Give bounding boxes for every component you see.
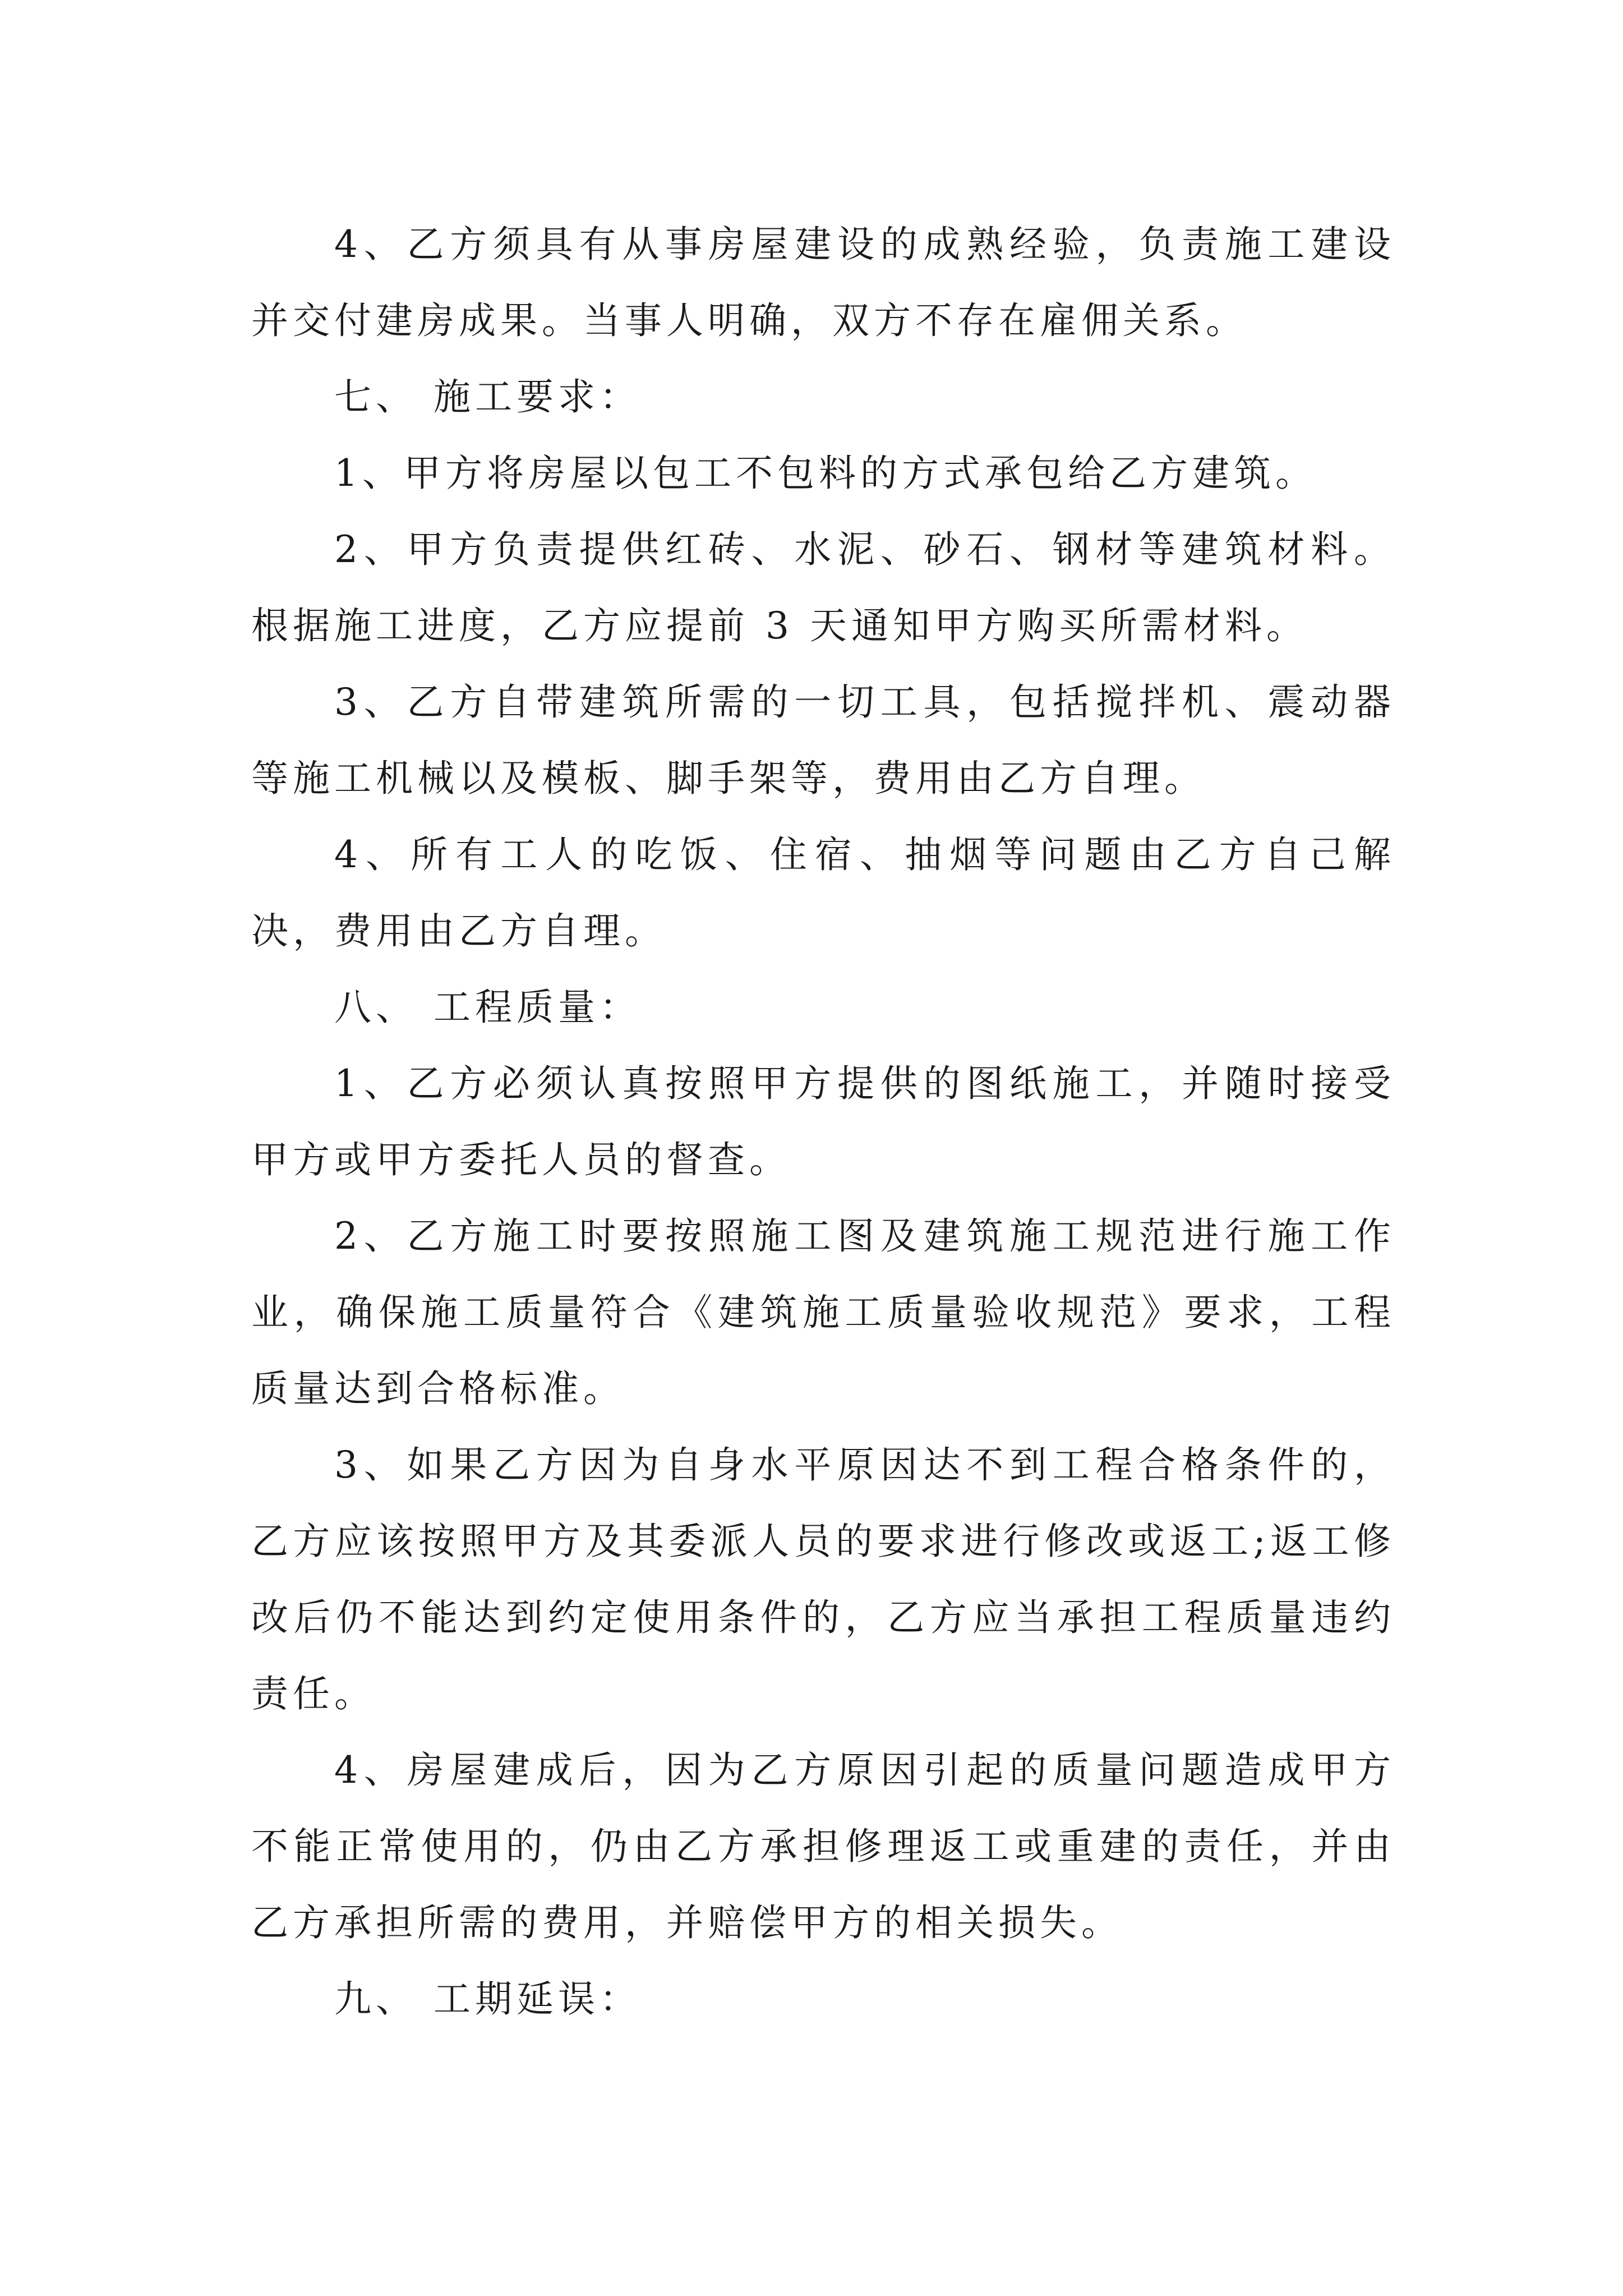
- section-heading-8: 八、 工程质量：: [334, 986, 641, 1029]
- document-body: [251, 206, 1395, 2037]
- clause-8-item-4: 4、房屋建成后，因为乙方原因引起的质量问题造成甲方不能正常使用的，仍由乙方承担修理返工或重建的责任，并由乙方承担所需的费用，并赔偿甲方的相关损失。: [251, 1749, 1395, 1944]
- clause-7-item-4: 4、所有工人的吃饭、住宿、抽烟等问题由乙方自己解决，费用由乙方自理。: [251, 833, 1395, 953]
- clause-7-item-2: 2、甲方负责提供红砖、水泥、砂石、钢材等建筑材料。根据施工进度，乙方应提前 3 天通知甲方购买所需材料。: [251, 528, 1395, 647]
- clause-8-item-2: 2、乙方施工时要按照施工图及建筑施工规范进行施工作业，确保施工质量符合《建筑施工质量验收规范》要求，工程质量达到合格标准。: [251, 1214, 1395, 1410]
- clause-8-item-1: 1、乙方必须认真按照甲方提供的图纸施工，并随时接受甲方或甲方委托人员的督查。: [251, 1062, 1395, 1181]
- section-heading-9: 九、 工期延误：: [334, 1977, 641, 2021]
- clause-6-item-4: 4、乙方须具有从事房屋建设的成熟经验，负责施工建设并交付建房成果。当事人明确，双方不存在雇佣关系。: [251, 223, 1395, 342]
- clause-7-item-1: 1、甲方将房屋以包工不包料的方式承包给乙方建筑。: [334, 452, 1317, 495]
- clause-8-item-3: 3、如果乙方因为自身水平原因达不到工程合格条件的，乙方应该按照甲方及其委派人员的要求进行修改或返工;返工修改后仍不能达到约定使用条件的，乙方应当承担工程质量违约责任。: [251, 1443, 1395, 1715]
- clause-7-item-3: 3、乙方自带建筑所需的一切工具，包括搅拌机、震动器等施工机械以及模板、脚手架等，费用由乙方自理。: [251, 680, 1395, 800]
- section-heading-7: 七、 施工要求：: [334, 375, 641, 418]
